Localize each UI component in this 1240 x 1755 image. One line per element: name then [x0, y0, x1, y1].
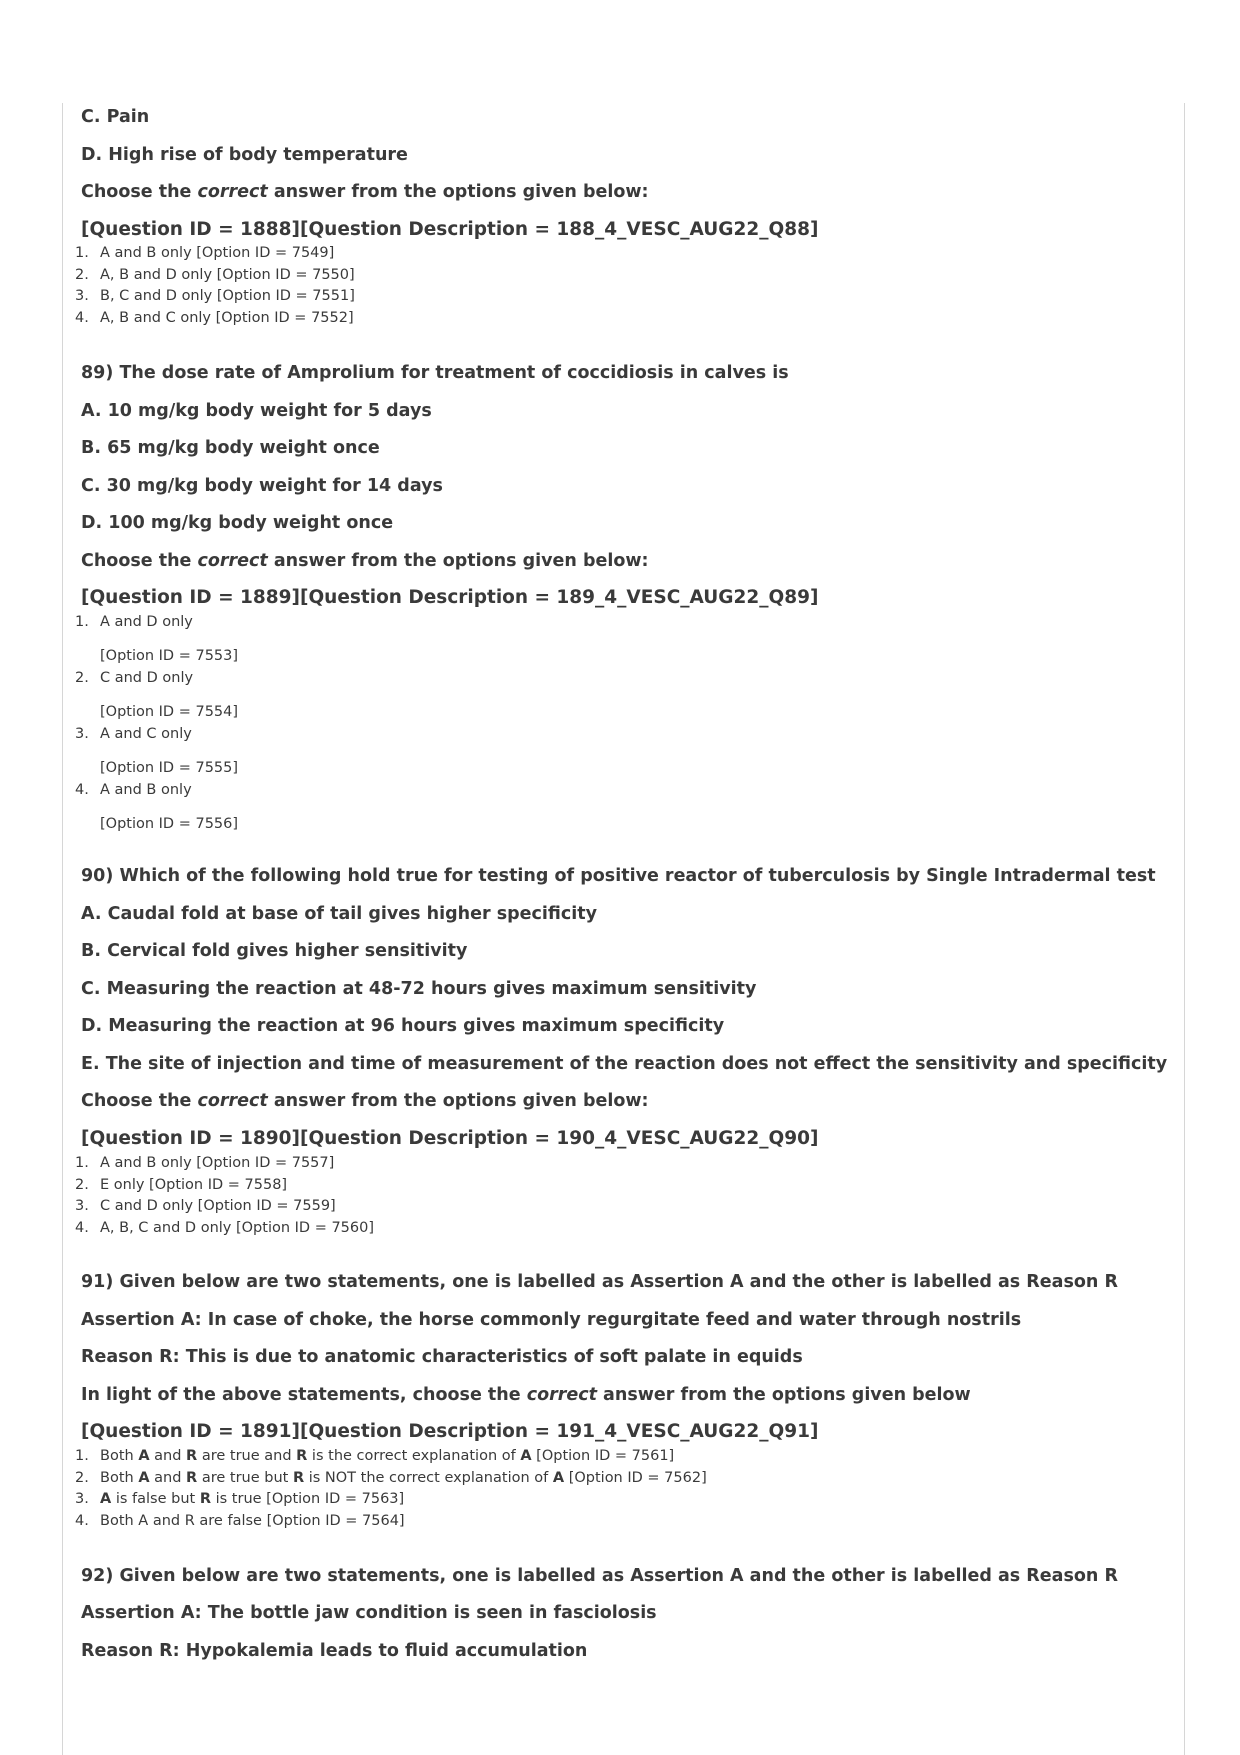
option-item: 2. C and D only [Option ID = 7554] [75, 670, 239, 720]
option-item: 1. A and B only [Option ID = 7549] [75, 245, 335, 261]
q91-reason: Reason R: This is due to anatomic characteristics of soft palate in equids [81, 1347, 803, 1367]
q92-assertion: Assertion A: The bottle jaw condition is seen in fasciolosis [81, 1603, 657, 1623]
q89-statement-d: D. 100 mg/kg body weight once [81, 513, 394, 533]
q91-question-id: [Question ID = 1891][Question Description = 191_4_VESC_AUG22_Q91] [81, 1421, 819, 1442]
q90-statement-c: C. Measuring the reaction at 48-72 hours gives maximum sensitivity [81, 979, 757, 999]
option-item: 4. Both A and R are false [Option ID = 7564] [75, 1512, 405, 1529]
option-item: 3. B, C and D only [Option ID = 7551] [75, 288, 355, 304]
q90-option-list [75, 1153, 374, 1239]
q91-option-list [75, 1446, 707, 1532]
q88-question-id: [Question ID = 1888][Question Description = 188_4_VESC_AUG22_Q88] [81, 219, 819, 240]
q90-question-id: [Question ID = 1890][Question Description = 190_4_VESC_AUG22_Q90] [81, 1128, 819, 1149]
q89-option-list [75, 612, 238, 836]
q90-choose-instruction: Choose the correct answer from the options given below: [81, 1091, 649, 1111]
q88-statement-d: D. High rise of body temperature [81, 145, 408, 165]
q90-question-text: 90) Which of the following hold true for testing of positive reactor of tuberculosis by Single Intradermal test [81, 866, 1156, 886]
q89-statement-a: A. 10 mg/kg body weight for 5 days [81, 401, 432, 421]
q92-question-text: 92) Given below are two statements, one is labelled as Assertion A and the other is labelled as Reason R [81, 1566, 1118, 1586]
q89-question-id: [Question ID = 1889][Question Description = 189_4_VESC_AUG22_Q89] [81, 587, 819, 608]
q92-reason: Reason R: Hypokalemia leads to fluid accumulation [81, 1641, 588, 1661]
option-item: 4. A, B, C and D only [Option ID = 7560] [75, 1219, 375, 1236]
q91-assertion: Assertion A: In case of choke, the horse commonly regurgitate feed and water through nostrils [81, 1310, 1022, 1330]
q89-question-text: 89) The dose rate of Amprolium for treatment of coccidiosis in calves is [81, 363, 789, 383]
option-item: 2. Both A and R are true but R is NOT the correct explanation of A [Option ID = 7562] [75, 1469, 707, 1486]
q88-statement-c: C. Pain [81, 107, 150, 127]
q89-statement-c: C. 30 mg/kg body weight for 14 days [81, 476, 443, 496]
option-item: 3. A and C only [Option ID = 7555] [75, 726, 239, 776]
q88-option-list [75, 243, 355, 329]
option-item: 1. Both A and R are true and R is the correct explanation of A [Option ID = 7561] [75, 1448, 675, 1464]
q88-choose-instruction: Choose the correct answer from the options given below: [81, 182, 649, 202]
q90-statement-e: E. The site of injection and time of measurement of the reaction does not effect the sensitivity and specificity [81, 1054, 1168, 1074]
option-item: 4. A and B only [Option ID = 7556] [75, 782, 239, 832]
q91-instruction: In light of the above statements, choose the correct answer from the options given below [81, 1385, 971, 1405]
q89-choose-instruction: Choose the correct answer from the options given below: [81, 551, 649, 571]
option-item: 3. A is false but R is true [Option ID = 7563] [75, 1491, 405, 1507]
option-item: 2. A, B and D only [Option ID = 7550] [75, 266, 355, 283]
q90-statement-d: D. Measuring the reaction at 96 hours gives maximum specificity [81, 1016, 725, 1036]
option-item: 4. A, B and C only [Option ID = 7552] [75, 309, 354, 326]
option-item: 3. C and D only [Option ID = 7559] [75, 1198, 336, 1214]
option-item: 2. E only [Option ID = 7558] [75, 1176, 288, 1193]
q90-statement-b: B. Cervical fold gives higher sensitivity [81, 941, 468, 961]
option-item: 1. A and B only [Option ID = 7557] [75, 1155, 335, 1171]
option-item: 1. A and D only [Option ID = 7553] [75, 614, 239, 664]
q91-question-text: 91) Given below are two statements, one is labelled as Assertion A and the other is labelled as Reason R [81, 1272, 1118, 1292]
q89-statement-b: B. 65 mg/kg body weight once [81, 438, 380, 458]
q90-statement-a: A. Caudal fold at base of tail gives higher specificity [81, 904, 598, 924]
